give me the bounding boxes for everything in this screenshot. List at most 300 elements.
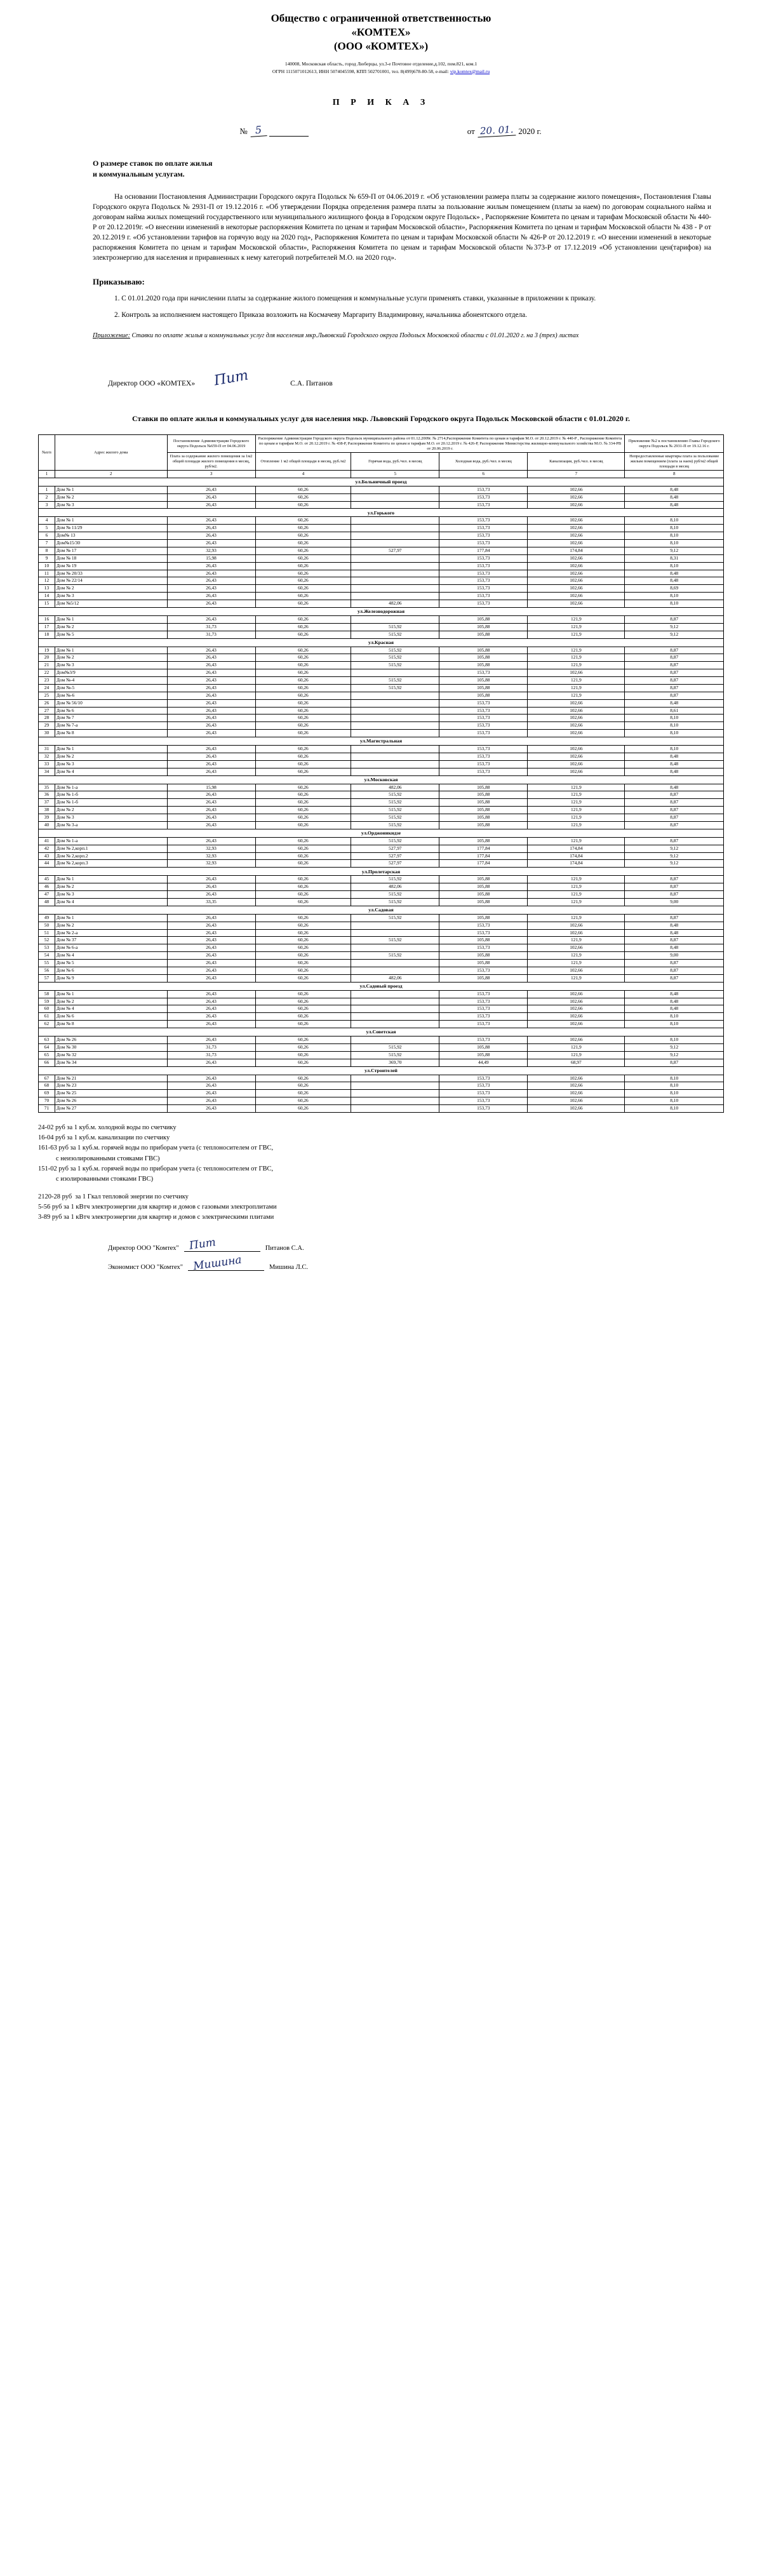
subheader-hot-water: Горячая вода, руб./чел. в месяц: [351, 453, 439, 471]
cell-address: Дом № 2: [55, 623, 167, 631]
cell-address: Дом № 2: [55, 883, 167, 891]
order-number-value: 5: [250, 124, 267, 137]
cell-sewerage: 102,66: [528, 562, 625, 570]
cell-address: Дом № 22/14: [55, 577, 167, 585]
table-row: [39, 768, 724, 775]
cell-maintenance: 26,43: [167, 593, 255, 600]
table-row: [39, 692, 724, 699]
cell-heating: 60,26: [255, 791, 351, 799]
attachment-text: Ставки по оплате жилья и коммунальных услуг для населения мкр.Львовский Городского округа Подольск Московской области с 01.01.2020 г. на 3 (трех) листах: [131, 332, 579, 339]
cell-cold-water: 153,73: [439, 746, 528, 753]
cell-maintenance: 33,35: [167, 898, 255, 906]
cell-cold-water: 153,73: [439, 600, 528, 608]
cell-address: Дом № 8: [55, 730, 167, 737]
cell-rent: 8,48: [625, 998, 724, 1005]
note-line-8: 5-56 руб за 1 кВтч электроэнергии для квартир и домов с газовыми электроплитами: [38, 1203, 277, 1211]
org-address-line2: ОГРН 1115071012613, ИНН 5074045598, КПП 502701001, тел. 8(499)678-80-58, e-mail:: [272, 68, 449, 74]
cell-cold-water: 153,73: [439, 554, 528, 562]
cell-rent: 8,10: [625, 746, 724, 753]
cell-hot-water: [351, 554, 439, 562]
cell-hot-water: [351, 922, 439, 929]
cell-index: 55: [39, 960, 55, 967]
cell-rent: 8,87: [625, 684, 724, 692]
cell-maintenance: 26,43: [167, 746, 255, 753]
cell-cold-water: 105,88: [439, 684, 528, 692]
cell-index: 35: [39, 784, 55, 791]
cell-index: 32: [39, 753, 55, 760]
street-name: ул.Орджоникидзе: [39, 829, 724, 837]
cell-sewerage: 102,66: [528, 699, 625, 707]
cell-index: 44: [39, 860, 55, 868]
cell-rent: 8,48: [625, 493, 724, 501]
cell-address: Дом № 17: [55, 547, 167, 554]
cell-maintenance: 26,43: [167, 937, 255, 944]
cell-sewerage: 121,9: [528, 914, 625, 922]
table-row: [39, 998, 724, 1005]
order-item-1: 1. С 01.01.2020 года при начислении платы за содержание жилого помещения и коммунальные услуги применять ставки, указанные в приложении к приказу.: [114, 294, 596, 302]
cell-hot-water: [351, 1036, 439, 1044]
cell-cold-water: 153,73: [439, 585, 528, 593]
footer-economist-name: Мишина Л.С.: [269, 1264, 308, 1271]
org-name-line1: Общество с ограниченной ответственностью: [271, 12, 491, 24]
cell-hot-water: [351, 944, 439, 952]
cell-heating: 60,26: [255, 493, 351, 501]
street-name: ул.Красная: [39, 638, 724, 647]
footer-signatures: [38, 1236, 724, 1273]
cell-hot-water: [351, 1090, 439, 1097]
cell-index: 3: [39, 501, 55, 509]
cell-index: 52: [39, 937, 55, 944]
cell-address: Дом № 2,корп.2: [55, 852, 167, 860]
cell-sewerage: 102,66: [528, 517, 625, 525]
cell-sewerage: 174,84: [528, 852, 625, 860]
cell-hot-water: 515,92: [351, 937, 439, 944]
cell-index: 31: [39, 746, 55, 753]
cell-address: Дом № 26: [55, 1097, 167, 1105]
cell-index: 9: [39, 554, 55, 562]
street-name: ул.Больничный проезд: [39, 478, 724, 486]
cell-heating: 60,26: [255, 554, 351, 562]
cell-maintenance: 26,43: [167, 914, 255, 922]
cell-address: Дом № 1: [55, 876, 167, 883]
order-date-label: от: [467, 126, 475, 136]
cell-index: 50: [39, 922, 55, 929]
cell-hot-water: 515,92: [351, 684, 439, 692]
cell-rent: 8,87: [625, 891, 724, 899]
order-subject-line1: О размере ставок по оплате жилья: [93, 158, 213, 168]
cell-address: Дом № 3: [55, 501, 167, 509]
cell-sewerage: 102,66: [528, 760, 625, 768]
cell-address: Дом № 32: [55, 1051, 167, 1059]
table-row: [39, 952, 724, 960]
cell-index: 24: [39, 684, 55, 692]
cell-heating: 60,26: [255, 937, 351, 944]
cell-maintenance: 26,43: [167, 944, 255, 952]
cell-heating: 60,26: [255, 577, 351, 585]
footer-economist-label: Экономист ООО "Комтех": [108, 1264, 184, 1271]
cell-maintenance: 26,43: [167, 998, 255, 1005]
cell-hot-water: [351, 1105, 439, 1113]
document-page: [0, 0, 762, 1284]
cell-sewerage: 121,9: [528, 784, 625, 791]
cell-heating: 60,26: [255, 623, 351, 631]
cell-index: 37: [39, 799, 55, 807]
cell-hot-water: [351, 540, 439, 547]
cell-sewerage: 102,66: [528, 493, 625, 501]
signature-scribble: Пит: [213, 367, 250, 389]
org-email-link[interactable]: vip.komtex@mail.ru: [450, 68, 490, 74]
cell-heating: 60,26: [255, 929, 351, 937]
cell-heating: 60,26: [255, 570, 351, 577]
table-row: [39, 1059, 724, 1066]
cell-address: Дом № 1: [55, 990, 167, 998]
cell-heating: 60,26: [255, 974, 351, 982]
cell-address: Дом № 5: [55, 960, 167, 967]
cell-cold-water: 153,73: [439, 730, 528, 737]
cell-hot-water: [351, 929, 439, 937]
cell-heating: 60,26: [255, 600, 351, 608]
table-row: [39, 501, 724, 509]
street-name: ул.Строителей: [39, 1066, 724, 1075]
org-address: [38, 60, 724, 75]
col-header-address: Адрес жилого дома: [55, 435, 167, 471]
cell-maintenance: 26,43: [167, 791, 255, 799]
cell-cold-water: 105,88: [439, 974, 528, 982]
cell-maintenance: 26,43: [167, 654, 255, 662]
cell-maintenance: 26,43: [167, 585, 255, 593]
subheader-sewerage: Канализация, руб./чел. в месяц: [528, 453, 625, 471]
cell-hot-water: 482,06: [351, 974, 439, 982]
cell-maintenance: 26,43: [167, 974, 255, 982]
cell-address: Дом № 5: [55, 631, 167, 638]
cell-heating: 60,26: [255, 898, 351, 906]
cell-cold-water: 153,73: [439, 967, 528, 974]
cell-sewerage: 102,66: [528, 1090, 625, 1097]
cell-index: 59: [39, 998, 55, 1005]
table-row: [39, 746, 724, 753]
cell-maintenance: 26,43: [167, 960, 255, 967]
cell-hot-water: 515,92: [351, 837, 439, 845]
cell-rent: 8,10: [625, 722, 724, 730]
cell-maintenance: 26,43: [167, 799, 255, 807]
cell-index: 70: [39, 1097, 55, 1105]
cell-cold-water: 153,73: [439, 593, 528, 600]
cell-address: Дом № 2: [55, 922, 167, 929]
cell-rent: 8,87: [625, 662, 724, 669]
cell-cold-water: 153,73: [439, 753, 528, 760]
cell-maintenance: 31,73: [167, 1051, 255, 1059]
cell-index: 18: [39, 631, 55, 638]
cell-heating: 60,26: [255, 1051, 351, 1059]
colnum-4: 4: [255, 471, 351, 478]
cell-address: Дом № 2: [55, 753, 167, 760]
cell-rent: 8,10: [625, 525, 724, 532]
cell-address: Дом № 8: [55, 1021, 167, 1028]
cell-index: 57: [39, 974, 55, 982]
cell-index: 54: [39, 952, 55, 960]
table-row: [39, 1005, 724, 1013]
cell-sewerage: 121,9: [528, 1043, 625, 1051]
cell-sewerage: 102,66: [528, 1021, 625, 1028]
cell-address: Дом № 4: [55, 1005, 167, 1013]
cell-cold-water: 153,73: [439, 998, 528, 1005]
table-row: [39, 1043, 724, 1051]
cell-index: 45: [39, 876, 55, 883]
cell-heating: 60,26: [255, 891, 351, 899]
cell-cold-water: 153,73: [439, 517, 528, 525]
cell-rent: 8,87: [625, 967, 724, 974]
cell-index: 26: [39, 699, 55, 707]
cell-maintenance: 32,93: [167, 845, 255, 852]
cell-heating: 60,26: [255, 730, 351, 737]
table-row: [39, 493, 724, 501]
cell-address: Дом № 1: [55, 914, 167, 922]
cell-sewerage: 121,9: [528, 883, 625, 891]
cell-heating: 60,26: [255, 707, 351, 714]
cell-maintenance: 26,43: [167, 967, 255, 974]
note-line-4: с неизолированными стояками ГВС): [56, 1155, 160, 1162]
cell-maintenance: 26,43: [167, 486, 255, 493]
cell-cold-water: 153,73: [439, 577, 528, 585]
street-group-row: [39, 829, 724, 837]
cell-sewerage: 102,66: [528, 714, 625, 722]
cell-cold-water: 153,73: [439, 669, 528, 677]
cell-cold-water: 105,88: [439, 914, 528, 922]
cell-rent: 8,87: [625, 692, 724, 699]
cell-index: 58: [39, 990, 55, 998]
cell-rent: 8,10: [625, 730, 724, 737]
cell-sewerage: 174,84: [528, 547, 625, 554]
signer-title: Директор ООО «КОМТЕХ»: [108, 380, 196, 388]
cell-heating: 60,26: [255, 593, 351, 600]
cell-maintenance: 26,43: [167, 922, 255, 929]
table-row: [39, 577, 724, 585]
cell-hot-water: 515,92: [351, 1043, 439, 1051]
cell-heating: 60,26: [255, 914, 351, 922]
note-line-1: 24-02 руб за 1 куб.м. холодной воды по счетчику: [38, 1124, 177, 1131]
table-row: [39, 631, 724, 638]
cell-address: Дом № 19: [55, 562, 167, 570]
cell-sewerage: 102,66: [528, 707, 625, 714]
cell-maintenance: 26,43: [167, 517, 255, 525]
cell-cold-water: 153,73: [439, 714, 528, 722]
street-group-row: [39, 982, 724, 990]
cell-heating: 60,26: [255, 746, 351, 753]
order-date-suffix: 2020 г.: [518, 126, 542, 136]
cell-heating: 60,26: [255, 860, 351, 868]
cell-sewerage: 102,66: [528, 944, 625, 952]
cell-rent: 8,10: [625, 1097, 724, 1105]
cell-maintenance: 32,93: [167, 852, 255, 860]
cell-address: Дом №-6: [55, 692, 167, 699]
cell-sewerage: 121,9: [528, 814, 625, 822]
order-attachment: [38, 332, 724, 340]
cell-index: 19: [39, 647, 55, 654]
cell-index: 14: [39, 593, 55, 600]
table-row: [39, 1082, 724, 1090]
table-row: [39, 760, 724, 768]
cell-sewerage: 121,9: [528, 654, 625, 662]
cell-address: Дом № 3: [55, 662, 167, 669]
cell-rent: 8,48: [625, 944, 724, 952]
cell-maintenance: 26,43: [167, 952, 255, 960]
cell-index: 46: [39, 883, 55, 891]
cell-heating: 60,26: [255, 722, 351, 730]
cell-sewerage: 102,66: [528, 998, 625, 1005]
cell-heating: 60,26: [255, 952, 351, 960]
cell-cold-water: 153,73: [439, 501, 528, 509]
cell-rent: 8,87: [625, 814, 724, 822]
cell-rent: 8,87: [625, 1059, 724, 1066]
cell-hot-water: 515,92: [351, 1051, 439, 1059]
table-row: [39, 593, 724, 600]
cell-cold-water: 105,88: [439, 677, 528, 685]
cell-index: 39: [39, 814, 55, 822]
table-row: [39, 1090, 724, 1097]
table-row: [39, 662, 724, 669]
order-item-2: 2. Контроль за исполнением настоящего Приказа возложить на Космачеву Маргариту Владимировну, начальника абонентского отдела.: [114, 311, 527, 319]
cell-sewerage: 121,9: [528, 615, 625, 623]
cell-maintenance: 26,43: [167, 1082, 255, 1090]
cell-address: Дом № 3: [55, 814, 167, 822]
table-row: [39, 967, 724, 974]
cell-address: Дом № 6: [55, 707, 167, 714]
cell-address: Дом № 9: [55, 974, 167, 982]
cell-cold-water: 105,88: [439, 631, 528, 638]
cell-heating: 60,26: [255, 615, 351, 623]
cell-heating: 60,26: [255, 654, 351, 662]
cell-index: 10: [39, 562, 55, 570]
cell-rent: 8,31: [625, 554, 724, 562]
org-header: [38, 11, 724, 75]
cell-maintenance: 31,73: [167, 1043, 255, 1051]
cell-maintenance: 31,73: [167, 631, 255, 638]
cell-sewerage: 121,9: [528, 631, 625, 638]
footer-director-scribble: Пит: [188, 1236, 217, 1253]
cell-address: Дом № 1-а: [55, 784, 167, 791]
cell-sewerage: 68,97: [528, 1059, 625, 1066]
cell-cold-water: 153,73: [439, 944, 528, 952]
cell-heating: 60,26: [255, 852, 351, 860]
cell-maintenance: 26,43: [167, 662, 255, 669]
table-row: [39, 714, 724, 722]
cell-address: Дом № 34: [55, 1059, 167, 1066]
cell-rent: 9,12: [625, 852, 724, 860]
cell-cold-water: 105,88: [439, 837, 528, 845]
table-row: [39, 990, 724, 998]
cell-address: Дом № 2: [55, 493, 167, 501]
table-row: [39, 722, 724, 730]
cell-sewerage: 121,9: [528, 898, 625, 906]
rates-table: [38, 434, 724, 1113]
cell-address: Дом № 1: [55, 517, 167, 525]
cell-maintenance: 26,43: [167, 760, 255, 768]
cell-sewerage: 102,66: [528, 990, 625, 998]
cell-hot-water: 515,92: [351, 807, 439, 814]
col-header-group-maintenance: Постановление Администрации Городского округа Подольск №659-П от 04.06.2019: [167, 435, 255, 453]
table-row: [39, 684, 724, 692]
cell-sewerage: 102,66: [528, 1097, 625, 1105]
cell-address: Дом № 1: [55, 647, 167, 654]
table-row: [39, 944, 724, 952]
table-row: [39, 647, 724, 654]
footer-signature-economist: [38, 1254, 724, 1273]
cell-maintenance: 26,43: [167, 929, 255, 937]
cell-cold-water: 153,73: [439, 707, 528, 714]
cell-maintenance: 26,43: [167, 837, 255, 845]
cell-hot-water: [351, 998, 439, 1005]
note-line-7: 2120-28 руб за 1 Гкал тепловой энергии по счетчику: [38, 1193, 189, 1200]
cell-hot-water: [351, 692, 439, 699]
cell-heating: 60,26: [255, 669, 351, 677]
tariff-notes: [38, 1123, 724, 1223]
cell-rent: 8,10: [625, 540, 724, 547]
cell-heating: 60,26: [255, 1097, 351, 1105]
cell-maintenance: 26,43: [167, 1075, 255, 1082]
cell-address: Дом № 3-а: [55, 821, 167, 829]
cell-hot-water: [351, 1082, 439, 1090]
cell-sewerage: 102,66: [528, 722, 625, 730]
table-row: [39, 814, 724, 822]
cell-heating: 60,26: [255, 1082, 351, 1090]
cell-maintenance: 26,43: [167, 600, 255, 608]
cell-sewerage: 102,66: [528, 501, 625, 509]
org-name-line2: «КОМТЕХ»: [351, 25, 411, 38]
cell-address: Дом № 3: [55, 891, 167, 899]
cell-index: 62: [39, 1021, 55, 1028]
cell-address: Дом № 23: [55, 1082, 167, 1090]
cell-cold-water: 153,73: [439, 570, 528, 577]
cell-heating: 60,26: [255, 760, 351, 768]
notes-spacer: [38, 1185, 724, 1192]
cell-hot-water: [351, 699, 439, 707]
cell-sewerage: 102,66: [528, 554, 625, 562]
order-subject-line2: и коммунальным услугам.: [93, 170, 185, 179]
cell-rent: 8,48: [625, 922, 724, 929]
cell-index: 69: [39, 1090, 55, 1097]
cell-address: Дом № 20/33: [55, 570, 167, 577]
table-row: [39, 707, 724, 714]
cell-heating: 60,26: [255, 677, 351, 685]
signer-name: С.А. Питанов: [290, 380, 333, 388]
cell-cold-water: 153,73: [439, 532, 528, 540]
cell-maintenance: 26,43: [167, 532, 255, 540]
table-row: [39, 654, 724, 662]
cell-rent: 8,87: [625, 883, 724, 891]
org-address-line1: 140008, Московская область, город Люберцы, ул.3-е Почтовое отделение,д.102, пом.821, ком.1: [284, 61, 478, 67]
cell-address: Дом № 1: [55, 746, 167, 753]
cell-heating: 60,26: [255, 1075, 351, 1082]
cell-address: Дом № 4: [55, 898, 167, 906]
cell-heating: 60,26: [255, 922, 351, 929]
street-name: ул.Пролетарская: [39, 868, 724, 876]
cell-rent: 8,48: [625, 699, 724, 707]
cell-rent: 8,48: [625, 753, 724, 760]
cell-index: 16: [39, 615, 55, 623]
cell-sewerage: 121,9: [528, 662, 625, 669]
cell-hot-water: 482,06: [351, 784, 439, 791]
cell-sewerage: 102,66: [528, 570, 625, 577]
cell-rent: 9,12: [625, 860, 724, 868]
table-row: [39, 585, 724, 593]
cell-maintenance: 26,43: [167, 669, 255, 677]
cell-sewerage: 102,66: [528, 593, 625, 600]
cell-rent: 8,87: [625, 807, 724, 814]
cell-heating: 60,26: [255, 1036, 351, 1044]
cell-rent: 9,12: [625, 1051, 724, 1059]
cell-index: 40: [39, 821, 55, 829]
cell-cold-water: 105,88: [439, 654, 528, 662]
